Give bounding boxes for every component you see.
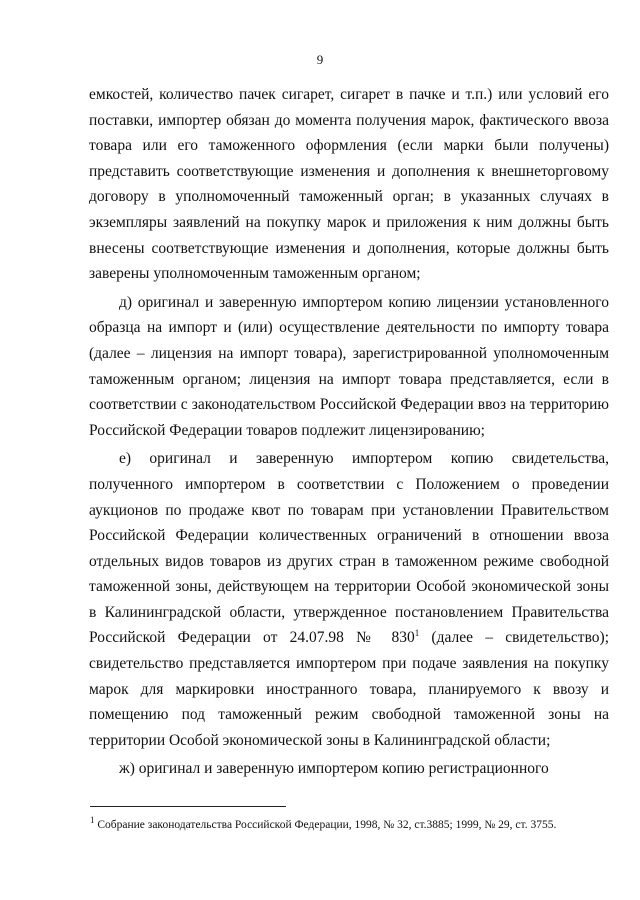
footnote-marker: 1	[90, 815, 95, 826]
paragraph-item-zh: ж) оригинал и заверенную импортером копию регистрационного	[119, 760, 549, 778]
footnote-divider	[90, 806, 286, 807]
paragraph-item-d: д) оригинал и заверенную импортером копию лицензии установленного образца на импорт и (или) осуществление деятельности по импорту товара (далее – лицензия на импорт товара), зарегистрированной уполномоченным таможенным органом; лицензия на импорт товара представляется, если в соответствии с законодательством Российской Федерации ввоз на территорию Российской Федерации товаров подлежит лицензированию;	[89, 293, 609, 439]
footnote-text: Собрание законодательства Российской Федерации, 1998, № 32, ст.3885; 1999, № 29, ст. 3755.	[94, 819, 557, 831]
paragraph-item-e-text-end: (далее – свидетельство); свидетельство представляется импортером при подаче заявления на покупку марок для маркировки иностранного товара, планируемого к ввозу и помещению под таможенный режим свободной таможенной зоны на территории Особой экономической зоны в Калининградской области;	[89, 629, 609, 749]
footnote-reference: 1	[414, 628, 420, 639]
paragraph-item-e	[89, 446, 609, 753]
page-number: 9	[316, 52, 324, 67]
paragraph-continuation: емкостей, количество пачек сигарет, сигарет в пачке и т.п.) или условий его поставки, импортер обязан до момента получения марок, фактического ввоза товара или его таможенного оформления (если марки были получены) представить соответствующие изменения и дополнения к внешнеторговому договору в уполномоченный таможенный орган; в указанных случаях в экземпляры заявлений на покупку марок и приложения к ним должны быть внесены соответствующие изменения и дополнения, которые должны быть заверены уполномоченным таможенным органом;	[89, 86, 609, 283]
footnote	[90, 815, 610, 832]
document-body	[89, 82, 609, 785]
paragraph-item-e-text-start: е) оригинал и заверенную импортером копию свидетельства, полученного импортером в соответствии с Положением о проведении аукционов по продаже квот по товарам при установлении Правительством Российской Федерации количественных ограничений в отношении ввоза отдельных видов товаров из других стран в таможенном режиме свободной таможенной зоны, действующем на территории Особой экономической зоны в Калининградской области, утвержденное постановлением Правительства Российской Федерации от 24.07.98 № 830	[89, 450, 609, 647]
